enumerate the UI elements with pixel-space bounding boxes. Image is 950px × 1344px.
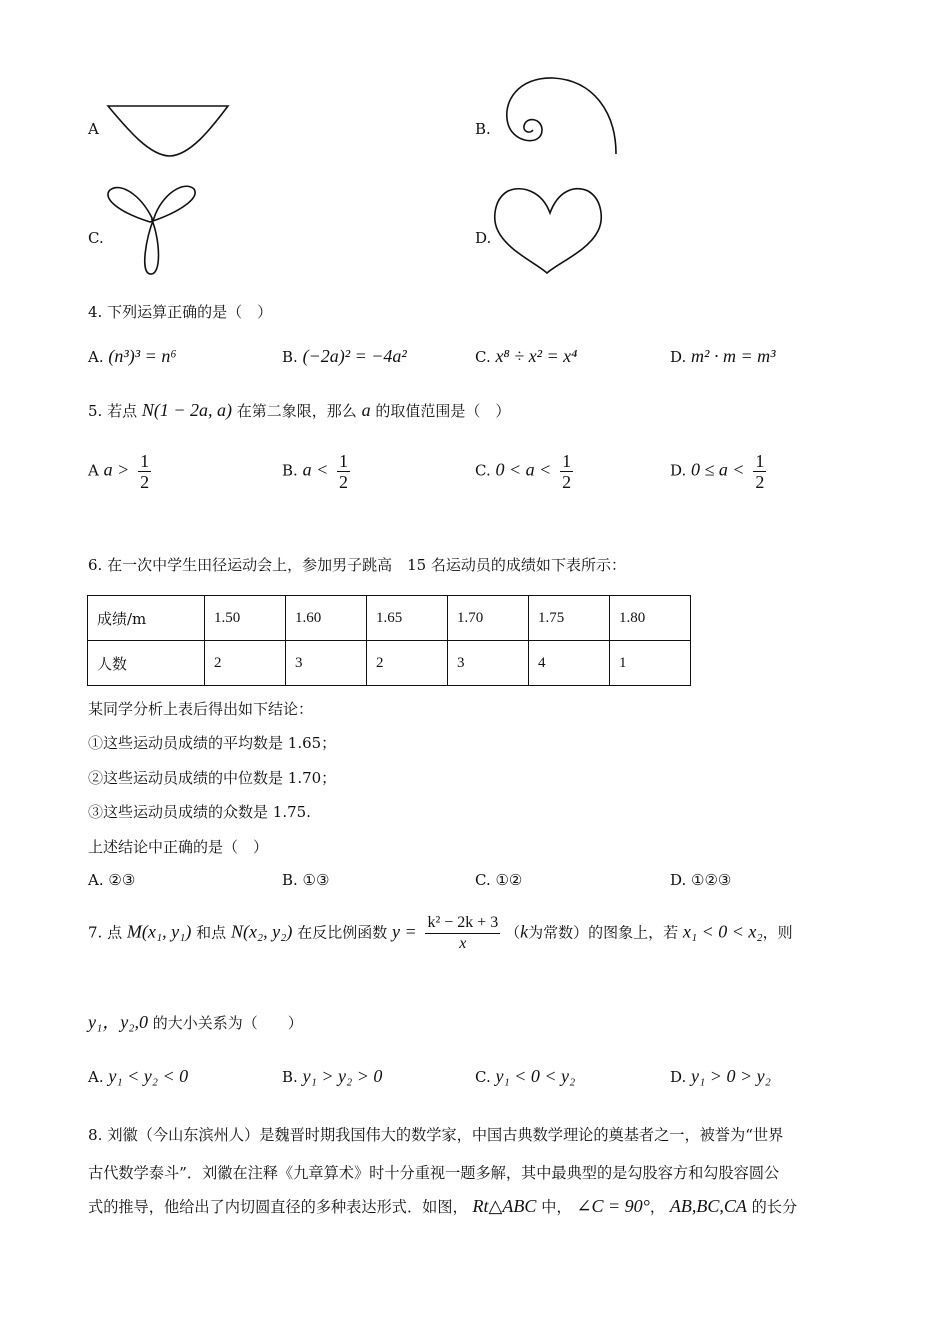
table-header-cell: 成绩/m [88, 596, 205, 641]
option-label: B. [282, 461, 298, 480]
condition-expression: x₁ < 0 < x₂ [682, 921, 763, 942]
q6-option-b: B. ①③ [282, 871, 330, 889]
fraction [337, 452, 350, 491]
option-expression: (n³)³ = n⁶ [108, 346, 177, 366]
option-label: D. [670, 461, 687, 480]
table-cell: 3 [448, 641, 529, 686]
variables: y₁，y₂,0 [88, 1012, 148, 1032]
q6-stem: 6. 在一次中学生田径运动会上，参加男子跳高 15 名运动员的成绩如下表所示： [88, 556, 626, 574]
q7-option-a [88, 1066, 188, 1087]
fraction [560, 452, 573, 491]
stem-text: 在反比例函数 [297, 923, 388, 942]
numerator: 1 [140, 451, 150, 471]
point-expression: M(x₁, y₁) [126, 921, 192, 942]
q8-line-3 [88, 1196, 797, 1217]
q5-option-a [88, 452, 151, 491]
q6-conclusion-3: ③这些运动员成绩的众数是 1.75. [88, 803, 311, 821]
triangle-expression: Rt△ABC [472, 1196, 537, 1216]
table-cell: 1.65 [367, 596, 448, 641]
option-label: D. [670, 348, 687, 366]
option-label: B. [282, 348, 298, 366]
table-cell: 1.50 [205, 596, 286, 641]
option-label: D. [670, 1068, 687, 1086]
q7-stem-line2 [88, 1008, 303, 1034]
option-label: A. [88, 1068, 104, 1086]
table-cell: 1.70 [448, 596, 529, 641]
numerator: 1 [339, 451, 349, 471]
option-label: C. [475, 348, 491, 366]
q5-stem [88, 400, 510, 421]
option-expression: 0 ≤ a < [691, 459, 745, 480]
option-expression: a > [103, 459, 130, 480]
option-expression: y₁ > y₂ > 0 [302, 1066, 383, 1086]
stem-text: 为常数）的图象上，若 [528, 923, 679, 942]
option-expression: y₁ > 0 > y₂ [691, 1066, 771, 1086]
stem-text: 5. 若点 [88, 402, 138, 420]
q6-question: 上述结论中正确的是（ ） [88, 838, 269, 856]
option-label: C. [88, 229, 104, 247]
q4-stem: 4. 下列运算正确的是（ ） [88, 303, 273, 321]
q5-option-d [670, 452, 766, 491]
stem-text: ， [649, 1198, 666, 1216]
stem-text: 7. 点 [88, 923, 123, 942]
q7-option-d [670, 1066, 771, 1087]
spiral-icon [498, 72, 623, 160]
q6-option-a: A. ②③ [88, 871, 136, 889]
heart-icon [492, 185, 607, 277]
bowl-curve-icon [100, 100, 235, 162]
option-expression: m² · m = m³ [691, 346, 776, 366]
table-cell: 1.80 [610, 596, 691, 641]
table-row [88, 596, 691, 641]
q6-option-d: D. ①②③ [670, 871, 732, 889]
table-header-cell: 人数 [88, 641, 205, 686]
option-expression: (−2a)² = −4a² [302, 346, 407, 366]
table-cell: 2 [367, 641, 448, 686]
option-label: A [88, 120, 99, 138]
q7-stem [88, 914, 793, 953]
q6-conclusion-2: ②这些运动员成绩的中位数是 1.70； [88, 769, 337, 787]
point-expression: N(x₂, y₂) [230, 921, 293, 942]
stem-text: （ [505, 923, 521, 942]
q4-option-a [88, 346, 177, 367]
denominator: x [459, 935, 467, 952]
option-expression: x⁸ ÷ x² = x⁴ [495, 346, 578, 366]
angle-expression: ∠C = 90° [576, 1196, 650, 1216]
function-fraction [425, 914, 500, 953]
q6-option-c: C. ①② [475, 871, 523, 889]
q8-line-2: 古代数学泰斗”．刘徽在注释《九章算术》时十分重视一题多解，其中最典型的是勾股容方和勾股容圆公 [88, 1164, 780, 1182]
option-label: A. [88, 348, 104, 366]
numerator: 1 [755, 451, 765, 471]
fraction [753, 452, 766, 491]
table-cell: 3 [286, 641, 367, 686]
option-expression: a < [302, 459, 329, 480]
q4-option-b [282, 346, 407, 367]
option-label: C. [475, 461, 491, 480]
option-label: C. [475, 1068, 491, 1086]
table-cell: 1.75 [529, 596, 610, 641]
numerator: 1 [562, 451, 572, 471]
stem-text: 和点 [196, 923, 227, 942]
point-expression: N(1 − 2a, a) [141, 400, 233, 420]
stem-text: 中， [541, 1198, 572, 1216]
option-label: A [88, 461, 99, 480]
score-table [87, 595, 691, 686]
stem-text: 的大小关系为（ ） [152, 1014, 303, 1032]
table-cell: 2 [205, 641, 286, 686]
q5-option-c [475, 452, 573, 491]
table-cell: 1.60 [286, 596, 367, 641]
denominator: 2 [140, 472, 150, 492]
fraction [138, 452, 151, 491]
variable: a [361, 400, 371, 420]
option-label: B. [475, 120, 491, 138]
three-leaf-rose-icon [100, 180, 208, 280]
sides-expression: AB,BC,CA [669, 1196, 747, 1216]
function-lhs: y = [392, 921, 417, 942]
q7-option-c [475, 1066, 575, 1087]
numerator: k² − 2k + 3 [425, 914, 500, 934]
q6-analysis-intro: 某同学分析上表后得出如下结论： [88, 700, 314, 718]
option-label: B. [282, 1068, 298, 1086]
option-expression: y₁ < 0 < y₂ [495, 1066, 576, 1086]
q8-line-1: 8. 刘徽（今山东滨州人）是魏晋时期我国伟大的数学家，中国古典数学理论的奠基者之一，被誉为“世界 [88, 1126, 784, 1144]
q5-option-b [282, 452, 350, 491]
option-label: D. [475, 229, 492, 247]
q6-conclusion-1: ①这些运动员成绩的平均数是 1.65； [88, 734, 337, 752]
variable: k [520, 921, 529, 942]
stem-text: 的取值范围是（ ） [375, 402, 511, 420]
stem-text: 的长分 [751, 1198, 798, 1216]
q7-option-b [282, 1066, 382, 1087]
table-row [88, 641, 691, 686]
denominator: 2 [562, 472, 572, 492]
option-expression: y₁ < y₂ < 0 [108, 1066, 189, 1086]
stem-text: ，则 [762, 923, 793, 942]
table-cell: 1 [610, 641, 691, 686]
denominator: 2 [755, 472, 765, 492]
q4-option-c [475, 346, 577, 367]
stem-text: 式的推导，他给出了内切圆直径的多种表达形式．如图， [88, 1198, 468, 1216]
q4-option-d [670, 346, 775, 367]
stem-text: 在第二象限，那么 [236, 402, 357, 420]
table-cell: 4 [529, 641, 610, 686]
option-expression: 0 < a < [495, 459, 552, 480]
denominator: 2 [339, 472, 349, 492]
